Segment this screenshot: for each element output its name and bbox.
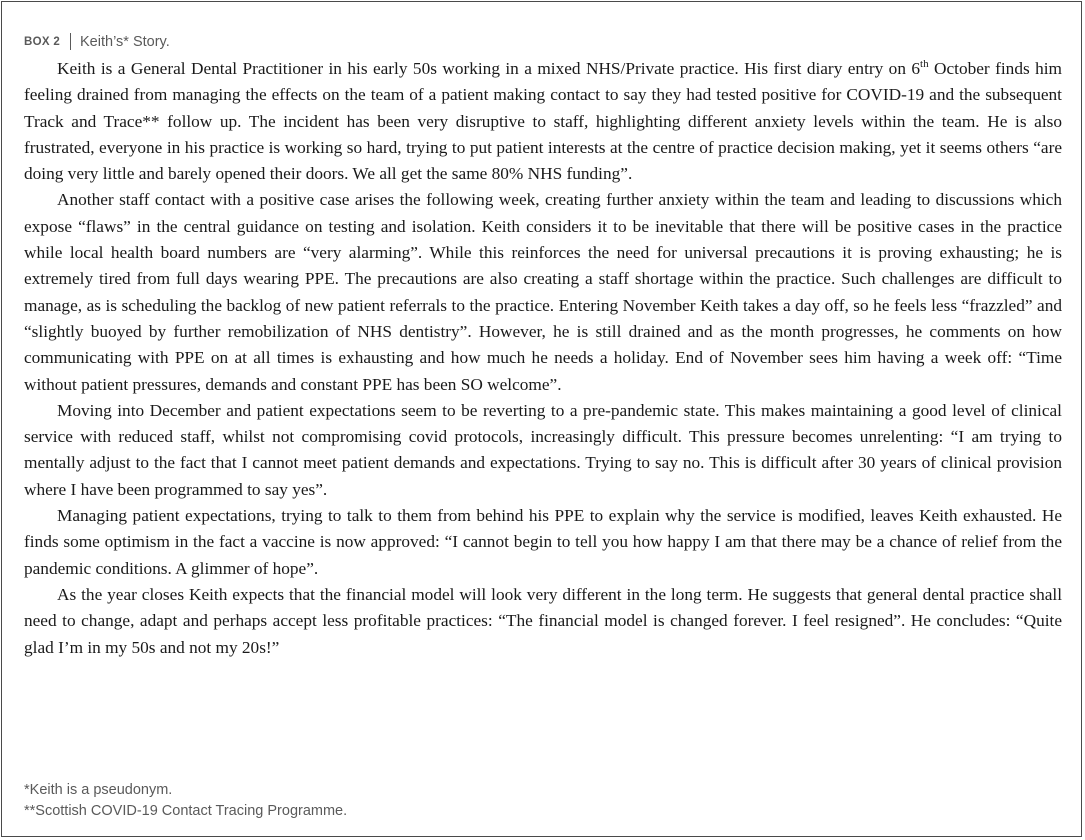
ordinal-suffix: th	[920, 58, 929, 71]
story-body	[24, 56, 1062, 661]
box-label: BOX 2	[24, 35, 61, 48]
paragraph-2: Another staff contact with a positive case arises the following week, creating further anxiety within the team and leading to discussions which expose “flaws” in the central guidance on testing and isolation. Keith considers it to be inevitable that there will be positive cases in the practice while local health board numbers are “very alarming”. While this reinforces the need for universal precautions it is proving exhausting; he is extremely tired from full days wearing PPE. The precautions are also creating a staff shortage within the practice. Such challenges are difficult to manage, as is scheduling the backlog of new patient referrals to the practice. Entering November Keith takes a day off, so he feels less “frazzled” and “slightly buoyed by further remobilization of NHS dentistry”. However, he is still drained and as the month progresses, he comments on how communicating with PPE on at all times is exhausting and how much he needs a holiday. End of November sees him having a week off: “Time without patient pressures, demands and constant PPE has been SO welcome”.	[24, 190, 1062, 394]
footnote-2: **Scottish COVID-19 Contact Tracing Programme.	[24, 803, 348, 819]
paragraph-3: Moving into December and patient expectations seem to be reverting to a pre-pandemic state. This makes maintaining a good level of clinical service with reduced staff, whilst not compromising covid protocols, increasingly difficult. This pressure becomes unrelenting: “I am trying to mentally adjust to the fact that I cannot meet patient demands and expectations. Trying to say no. This is difficult after 30 years of clinical provision where I have been programmed to say yes”.	[24, 400, 1062, 499]
header-divider	[70, 33, 71, 50]
footnotes	[24, 780, 347, 822]
footnote-1: *Keith is a pseudonym.	[24, 782, 173, 798]
paragraph-5: As the year closes Keith expects that the financial model will look very different in the long term. He suggests that general dental practice shall need to change, adapt and perhaps accept less profitable practices: “The financial model is changed forever. I feel resigned”. He concludes: “Quite glad I’m in my 50s and not my 20s!”	[24, 584, 1062, 657]
box-header	[24, 33, 170, 50]
paragraph-4: Managing patient expectations, trying to talk to them from behind his PPE to explain why the service is modified, leaves Keith exhausted. He finds some optimism in the fact a vaccine is now approved: “I cannot begin to tell you how happy I am that there may be a chance of relief from the pandemic conditions. A glimmer of hope”.	[24, 506, 1062, 578]
paragraph-1: Keith is a General Dental Practitioner in his early 50s working in a mixed NHS/Private practice. His first diary entry on 6th October finds him feeling drained from managing the effects on the team of a patient making contact to say they had tested positive for COVID-19 and the subsequent Track and Trace** follow up. The incident has been very disruptive to staff, highlighting different anxiety levels within the team. He is also frustrated, everyone in his practice is working so hard, trying to put patient interests at the centre of practice decision making, yet it seems others “are doing very little and barely opened their doors. We all get the same 80% NHS funding”.	[24, 58, 1062, 184]
box-title: Keith’s* Story.	[80, 33, 170, 50]
